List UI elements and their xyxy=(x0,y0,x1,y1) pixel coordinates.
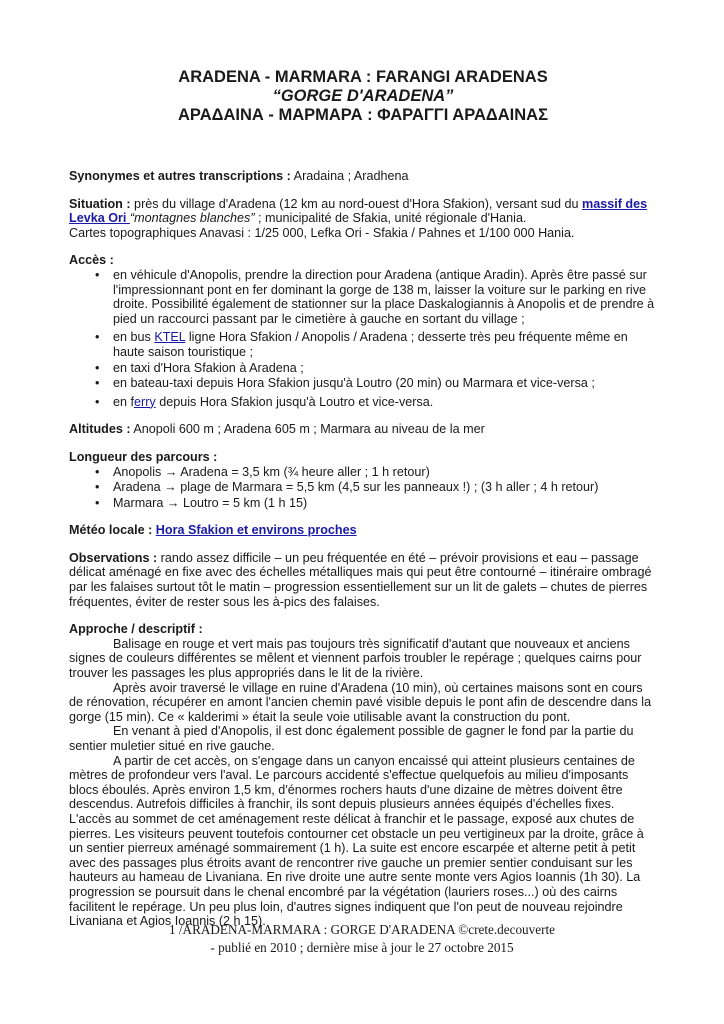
acces-item-taxi: en taxi d'Hora Sfakion à Aradena ; xyxy=(113,360,304,375)
approche-section xyxy=(69,622,657,928)
synonymes-section xyxy=(69,169,657,184)
list-item xyxy=(95,376,657,391)
document-body xyxy=(69,68,657,942)
acces-item-ferry-post: depuis Hora Sfakion jusqu'à Loutro et vice-versa. xyxy=(155,394,434,409)
list-item xyxy=(95,480,657,495)
acces-item-ferry-pre: en f xyxy=(113,394,135,409)
massif-link[interactable]: massif des Levka Ori xyxy=(69,196,648,226)
title-line-3: ΑΡΑΔΑΙΝΑ - ΜΑΡΜΑΡΑ : ΦΑΡΑΓΓΙ ΑΡΑΔΑΙΝΑΣ xyxy=(178,106,548,124)
approche-paragraph: Balisage en rouge et vert mais pas toujours très significatif d'autant que nouveaux et anciens signes de couleurs différentes se mêlent et viennent parfois troubler le repérage ; quelques cairns pour trouver les passages les plus appropriés dans le lit de la rivière. xyxy=(69,636,642,681)
list-item xyxy=(95,464,657,480)
situation-text-1: près du village d'Aradena (12 km au nord-ouest d'Hora Sfakion), versant sud du xyxy=(130,196,583,211)
acces-item-bus-post: ligne Hora Sfakion / Anopolis / Aradena ; desserte très peu fréquente même en haute saison touristique ; xyxy=(113,330,628,359)
approche-label: Approche / descriptif : xyxy=(69,622,203,637)
bullet-icon: • xyxy=(95,267,100,282)
approche-paragraph: A partir de cet accès, on s'engage dans un canyon encaissé qui atteint plusieurs centaines de mètres de profondeur vers l'aval. Le parcours accidenté s'effectue quelquefois au milieu d'imposants blocs éboulés. Après environ 1,5 km, d'énormes rochers hauts d'une dizaine de mètres doivent être descendus. Autrefois difficiles à franchir, ils sont depuis plusieurs années équipés d'échelles fixes. L'accès au sommet de cet aménagement reste délicat à franchir et le passage, exposé aux chutes de pierres. Les visiteurs peuvent toutefois contourner cet obstacle un peu vertigineux par la droite, grâce à un sentier pierreux aménagé sommairement (1 h). La suite est encore escarpée et alterne petit à petit avec des passages plus étroits avant de rencontrer rive gauche un premier sentier conduisant sur les hauteurs au hameau de Livaniana. En rive droite une autre sente monte vers Agios Ioannis (1h 30). La progression se poursuit dans le chenal encombré par la végétation (lauriers roses...) où des cairns facilitent le repérage. Un peu plus loin, d'autres signes indiquent que l'on peut de nouveau rejoindre Livaniana et Agios Ioannis (2 h 15). xyxy=(69,753,644,929)
altitudes-section xyxy=(69,422,657,437)
longueur-item: Marmara → Loutro = 5 km (1 h 15) xyxy=(113,495,308,510)
acces-list xyxy=(69,268,657,409)
title-line-1: ARADENA - MARMARA : FARANGI ARADENAS xyxy=(178,68,548,86)
acces-item-vehicule: en véhicule d'Anopolis, prendre la direction pour Aradena (antique Aradin). Après être passé sur l'impressionnant pont en fer dominant la gorge de 138 m, laisser la voiture sur le parking en rive droite. Possibilité également de stationner sur la place Daskalogiannis à Anopolis et de prendre à pied un raccourci passant par le cimetière à gauche en sortant du village ; xyxy=(113,267,655,326)
acces-section xyxy=(69,253,657,409)
list-item xyxy=(95,360,657,376)
footer-line-2: - publié en 2010 ; dernière mise à jour le 27 octobre 2015 xyxy=(210,940,514,955)
bullet-icon: • xyxy=(95,330,100,345)
observations-text: rando assez difficile – un peu fréquentée en été – prévoir provisions et eau – passage délicat aménagé en fixe avec des échelles métalliques mais qui peut être contourné – itinéraire ombragé par les falaises surtout tôt le matin – progression essentiellement sur un lit de galets – chutes de pierres fréquentes, éviter de rester sous les à-pics des falaises. xyxy=(69,550,652,609)
cartes-text: Cartes topographiques Anavasi : 1/25 000, Lefka Ori - Sfakia / Pahnes et 1/100 000 Hania. xyxy=(69,225,575,240)
longueur-list xyxy=(69,465,657,511)
situation-section xyxy=(69,197,657,241)
bullet-icon: • xyxy=(95,394,100,409)
bullet-icon: • xyxy=(95,480,100,495)
list-item xyxy=(95,267,657,326)
observations-label: Observations : xyxy=(69,550,158,565)
longueur-item: Aradena → plage de Marmara = 5,5 km (4,5 sur les panneaux !) ; (3 h aller ; 4 h retour) xyxy=(113,480,599,495)
acces-label: Accès : xyxy=(69,253,114,268)
title-block xyxy=(69,68,657,125)
approche-paragraph: Après avoir traversé le village en ruine d'Aradena (10 min), où certaines maisons sont en cours de rénovation, récupérer en amont l'ancien chemin pavé visible depuis le pont afin de descendre dans la gorge (15 min). Ce « kalderimi » était la seule voie utilisable avant la construction du pont. xyxy=(69,680,652,724)
synonymes-label: Synonymes et autres transcriptions : xyxy=(69,169,291,183)
acces-item-bateau: en bateau-taxi depuis Hora Sfakion jusqu'à Loutro (20 min) ou Marmara et vice-versa ; xyxy=(113,376,595,391)
meteo-link[interactable]: Hora Sfakion et environs proches xyxy=(155,523,357,538)
ktel-link[interactable]: KTEL xyxy=(154,330,186,345)
altitudes-label: Altitudes : xyxy=(69,422,131,437)
list-item xyxy=(95,330,657,359)
bullet-icon: • xyxy=(95,360,100,375)
page-footer xyxy=(0,921,724,957)
situation-text-2: ; municipalité de Sfakia, unité régionale d'Hania. xyxy=(254,211,527,226)
title-line-2: “GORGE D'ARADENA” xyxy=(272,87,454,105)
synonymes-text: Aradaina ; Aradhena xyxy=(290,169,409,183)
observations-section xyxy=(69,551,657,609)
ferry-link[interactable]: erry xyxy=(134,394,156,409)
meteo-section xyxy=(69,523,657,538)
list-item xyxy=(95,394,657,410)
bullet-icon: • xyxy=(95,464,100,479)
longueur-label: Longueur des parcours : xyxy=(69,449,218,464)
bullet-icon: • xyxy=(95,495,100,510)
bullet-icon: • xyxy=(95,376,100,391)
situation-italic: “montagnes blanches” xyxy=(129,211,255,226)
approche-paragraph: En venant à pied d'Anopolis, il est donc également possible de gagner le fond par la partie du sentier muletier situé en rive gauche. xyxy=(69,724,634,753)
acces-item-bus-pre: en bus xyxy=(113,330,155,345)
longueur-item: Anopolis → Aradena = 3,5 km (¾ heure aller ; 1 h retour) xyxy=(113,464,430,479)
footer-line-1: 1 /ARADENA-MARMARA : GORGE D'ARADENA ©crete.decouverte xyxy=(169,922,555,937)
meteo-label: Météo locale : xyxy=(69,523,153,538)
longueur-section xyxy=(69,450,657,510)
list-item xyxy=(95,495,657,511)
altitudes-text: Anopoli 600 m ; Aradena 605 m ; Marmara au niveau de la mer xyxy=(130,422,485,437)
situation-label: Situation : xyxy=(69,196,131,211)
